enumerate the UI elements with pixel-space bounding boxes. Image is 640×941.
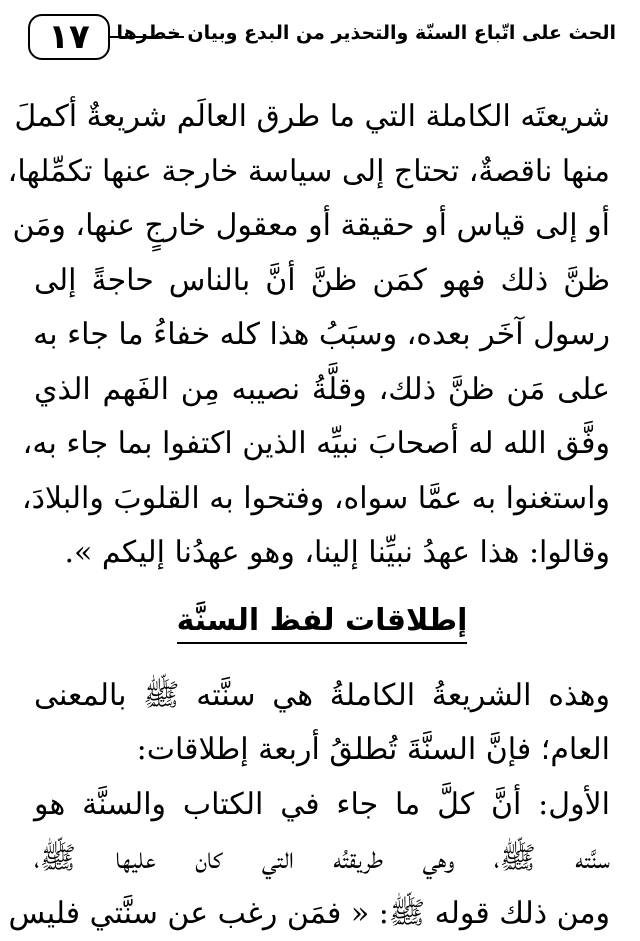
- text-line: منها ناقصةٌ، تحتاج إلى سياسة خارجة عنها تكمِّلها،: [34, 145, 610, 200]
- paragraph-continuation: [34, 90, 610, 581]
- section-heading-text: إطلاقات لفظ السنَّة: [177, 603, 468, 644]
- text-line: أو إلى قياس أو حقيقة أو معقول خارجٍ عنها، ومَن: [34, 199, 610, 254]
- text-line: وقالوا: هذا عهدُ نبيِّنا إلينا، وهو عهدُنا إليكم ».: [34, 526, 610, 581]
- running-title: الحث على اتّباع السنّة والتحذير من البدع وبيان خطرها: [184, 22, 616, 44]
- text-line: رسول آخَر بعده، وسبَبُ هذا كله خفاءُ ما جاء به: [34, 308, 610, 363]
- paragraph-first-usage: [34, 778, 610, 941]
- section-heading: [34, 585, 610, 657]
- text-line: شريعتَه الكاملة التي ما طرق العالَم شريعةٌ أكملَ: [34, 90, 610, 145]
- text-line: الأول: أنَّ كلَّ ما جاء في الكتاب والسنَّة هو: [34, 778, 610, 833]
- text-line: وهذه الشريعةُ الكاملةُ هي سنَّته ﷺ بالمعنى: [34, 669, 610, 724]
- text-line: العام؛ فإنَّ السنَّةَ تُطلقُ أربعة إطلاقات:: [34, 723, 610, 778]
- text-line: سنَّته ﷺ، وهي طريقتُه التي كان عليها ﷺ،: [34, 832, 610, 887]
- text-line: ومن ذلك قوله ﷺ: « فمَن رغب عن سنَّتي فليس: [34, 887, 610, 941]
- text-line: واستغنوا به عمَّا سواه، وفتحوا به القلوبَ والبلادَ،: [34, 472, 610, 527]
- page-header: [28, 14, 616, 64]
- page-number: ١٧: [28, 14, 110, 60]
- text-line: على مَن ظنَّ ذلك، وقلَّةُ نصيبه مِن الفَهم الذي: [34, 363, 610, 418]
- text-line: ظنَّ ذلك فهو كمَن ظنَّ أنَّ بالناس حاجةً إلى: [34, 254, 610, 309]
- paragraph-intro: [34, 669, 610, 778]
- page-body: [34, 90, 610, 941]
- text-line: وفَّق الله له أصحابَ نبيِّه الذين اكتفوا بما جاء به،: [34, 417, 610, 472]
